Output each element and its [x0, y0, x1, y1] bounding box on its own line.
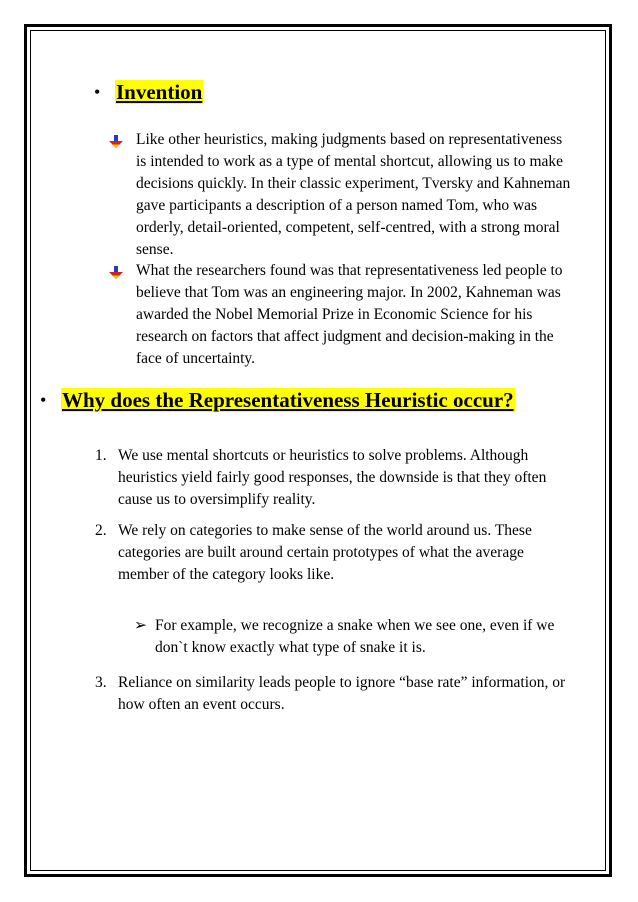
section-heading-invention: Invention — [116, 80, 203, 104]
arrow-down-icon — [108, 266, 124, 285]
line: face of uncertainty. — [136, 350, 256, 367]
numbered-item-1 — [118, 445, 546, 511]
line: We rely on categories to make sense of the world around us. These — [118, 522, 532, 539]
line: believe that Tom was an engineering major. In 2002, Kahneman was — [136, 284, 561, 301]
sub-item — [155, 615, 554, 659]
line: don`t know exactly what type of snake it is. — [155, 639, 426, 656]
arrow-down-icon — [108, 135, 124, 154]
line: member of the category looks like. — [118, 566, 335, 583]
line: What the researchers found was that representativeness led people to — [136, 262, 563, 279]
line: Reliance on similarity leads people to ignore “base rate” information, or — [118, 674, 566, 691]
line: is intended to work as a type of mental shortcut, allowing us to make — [136, 153, 564, 170]
section-heading-why: Why does the Representativeness Heuristic occur? — [62, 388, 514, 412]
line: Like other heuristics, making judgments based on representativeness — [136, 131, 563, 148]
arrow-right-icon: ➢ — [134, 617, 147, 634]
line: For example, we recognize a snake when we see one, even if we — [155, 617, 555, 634]
paragraph-2 — [136, 260, 563, 370]
heading-bullet: • — [40, 390, 47, 410]
line: awarded the Nobel Memorial Prize in Economic Science for his — [136, 306, 533, 323]
paragraph-1 — [136, 129, 570, 261]
numbered-item-3 — [118, 672, 565, 716]
line: categories are built around certain prototypes of what the average — [118, 544, 524, 561]
line: orderly, detail-oriented, competent, self-centred, with a strong moral — [136, 219, 560, 236]
list-number: 2. — [95, 522, 107, 539]
line: sense. — [136, 241, 174, 258]
line: decisions quickly. In their classic experiment, Tversky and Kahneman — [136, 175, 571, 192]
numbered-item-2 — [118, 520, 532, 586]
line: how often an event occurs. — [118, 696, 285, 713]
line: cause us to oversimplify reality. — [118, 491, 316, 508]
line: We use mental shortcuts or heuristics to solve problems. Although — [118, 447, 529, 464]
list-number: 3. — [95, 674, 107, 691]
line: research on factors that affect judgment and decision-making in the — [136, 328, 554, 345]
line: heuristics yield fairly good responses, the downside is that they often — [118, 469, 547, 486]
list-number: 1. — [95, 447, 107, 464]
line: gave participants a description of a person named Tom, who was — [136, 197, 538, 214]
heading-bullet: • — [94, 82, 101, 102]
